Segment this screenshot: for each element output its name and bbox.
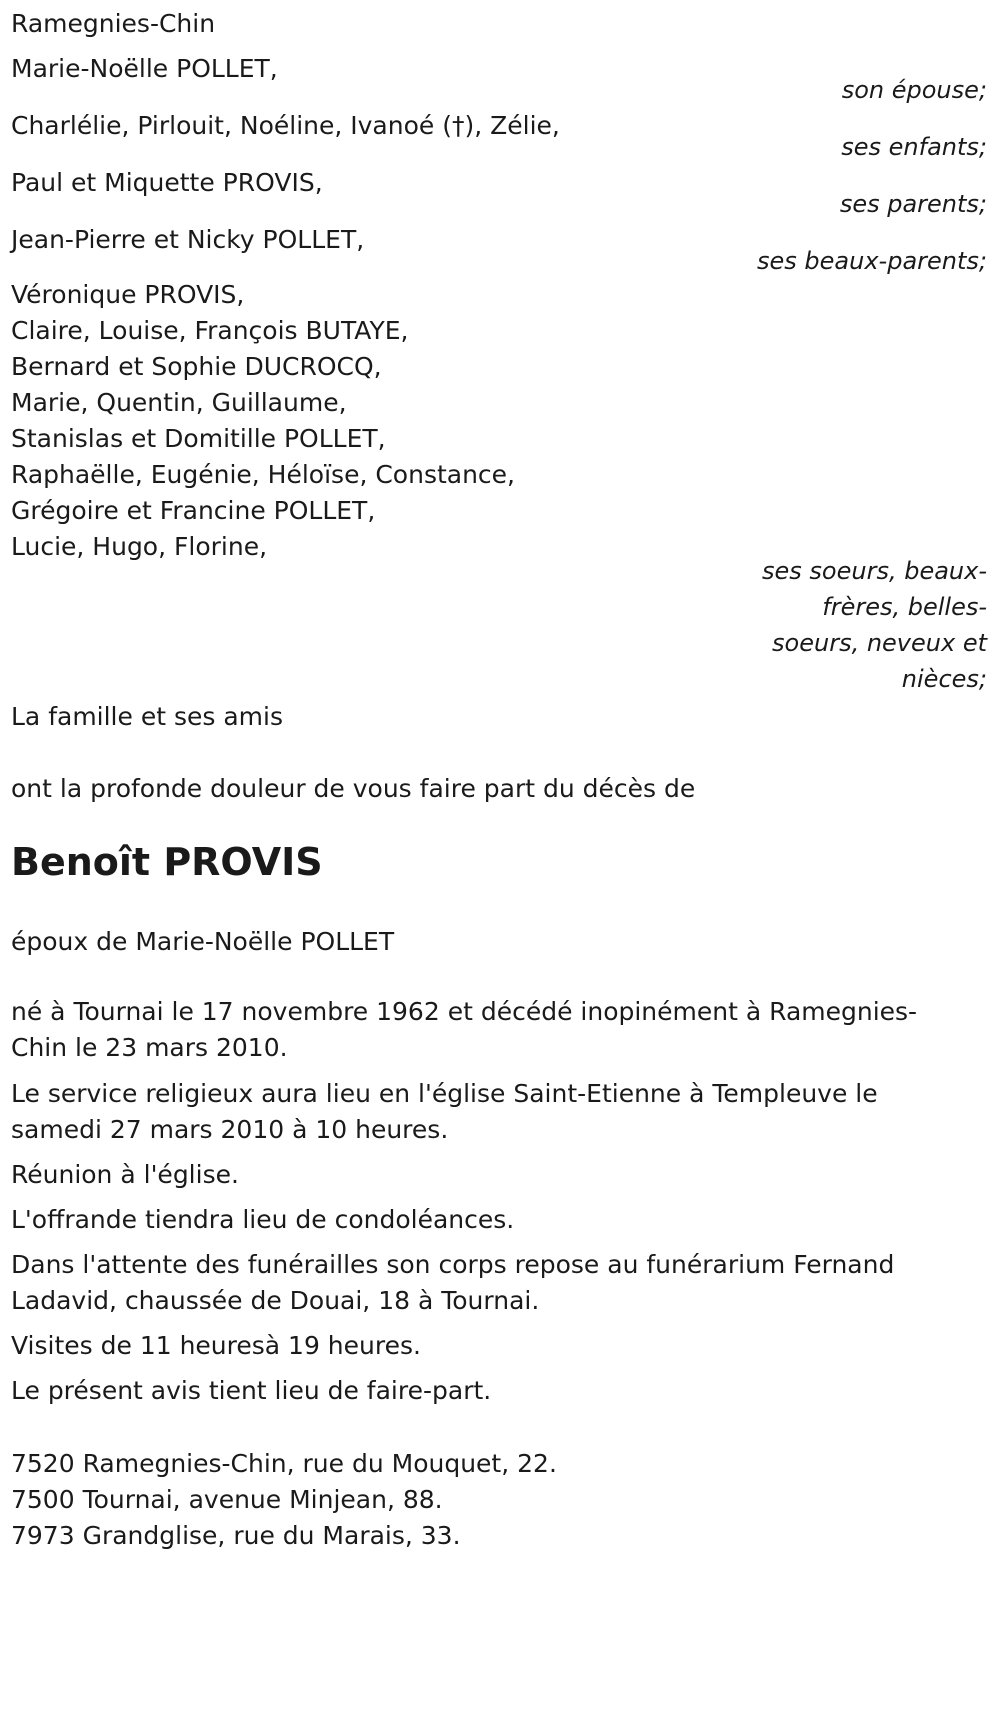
offering-details: L'offrande tiendra lieu de condoléances. xyxy=(11,1205,515,1234)
sibling-line: Stanislas et Domitille POLLET, xyxy=(11,424,386,453)
sibling-line: Véronique PROVIS, xyxy=(11,280,245,309)
sibling-line: Marie, Quentin, Guillaume, xyxy=(11,388,347,417)
funerarium-details: Dans l'attente des funérailles son corps repose au funérarium Fernand Ladavid, chaussée de Douai, 18 à Tournai. xyxy=(11,1250,895,1315)
relation-siblings-line: soeurs, neveux et xyxy=(772,629,987,657)
reunion-details: Réunion à l'église. xyxy=(11,1160,239,1189)
announcement: ont la profonde douleur de vous faire part du décès de xyxy=(11,774,696,803)
relation-siblings xyxy=(757,553,987,697)
relation-spouse: son épouse; xyxy=(841,76,987,104)
address-line: 7500 Tournai, avenue Minjean, 88. xyxy=(11,1485,443,1514)
siblings-list xyxy=(11,277,971,565)
locality: Ramegnies-Chin xyxy=(11,9,216,38)
relation-children: ses enfants; xyxy=(841,133,987,161)
visits-details: Visites de 11 heuresà 19 heures. xyxy=(11,1331,421,1360)
family-names-children: Charlélie, Pirlouit, Noéline, Ivanoé (†), Zélie, xyxy=(11,111,560,140)
birth-death-details: né à Tournai le 17 novembre 1962 et décédé inopinément à Ramegnies-Chin le 23 mars 2010. xyxy=(11,997,918,1062)
relation-parents: ses parents; xyxy=(839,190,987,218)
sibling-line: Grégoire et Francine POLLET, xyxy=(11,496,376,525)
relation-in-laws: ses beaux-parents; xyxy=(757,247,987,275)
relation-siblings-line: nièces; xyxy=(901,665,987,693)
addresses-list xyxy=(11,1446,971,1554)
sibling-line: Claire, Louise, François BUTAYE, xyxy=(11,316,409,345)
address-line: 7973 Grandglise, rue du Marais, 33. xyxy=(11,1521,461,1550)
family-names-parents: Paul et Miquette PROVIS, xyxy=(11,168,323,197)
sibling-line: Raphaëlle, Eugénie, Héloïse, Constance, xyxy=(11,460,516,489)
spouse-line: époux de Marie-Noëlle POLLET xyxy=(11,927,395,956)
family-friends: La famille et ses amis xyxy=(11,702,283,731)
sibling-line: Lucie, Hugo, Florine, xyxy=(11,532,268,561)
family-names-in-laws: Jean-Pierre et Nicky POLLET, xyxy=(11,225,365,254)
address-line: 7520 Ramegnies-Chin, rue du Mouquet, 22. xyxy=(11,1449,557,1478)
relation-siblings-line: frères, belles- xyxy=(822,593,987,621)
notice-details: Le présent avis tient lieu de faire-part. xyxy=(11,1376,492,1405)
relation-siblings-line: ses soeurs, beaux- xyxy=(762,557,987,585)
family-names-spouse: Marie-Noëlle POLLET, xyxy=(11,54,278,83)
service-details: Le service religieux aura lieu en l'église Saint-Etienne à Templeuve le samedi 27 mars 2010 à 10 heures. xyxy=(11,1079,878,1144)
deceased-name: Benoît PROVIS xyxy=(11,840,323,884)
sibling-line: Bernard et Sophie DUCROCQ, xyxy=(11,352,382,381)
